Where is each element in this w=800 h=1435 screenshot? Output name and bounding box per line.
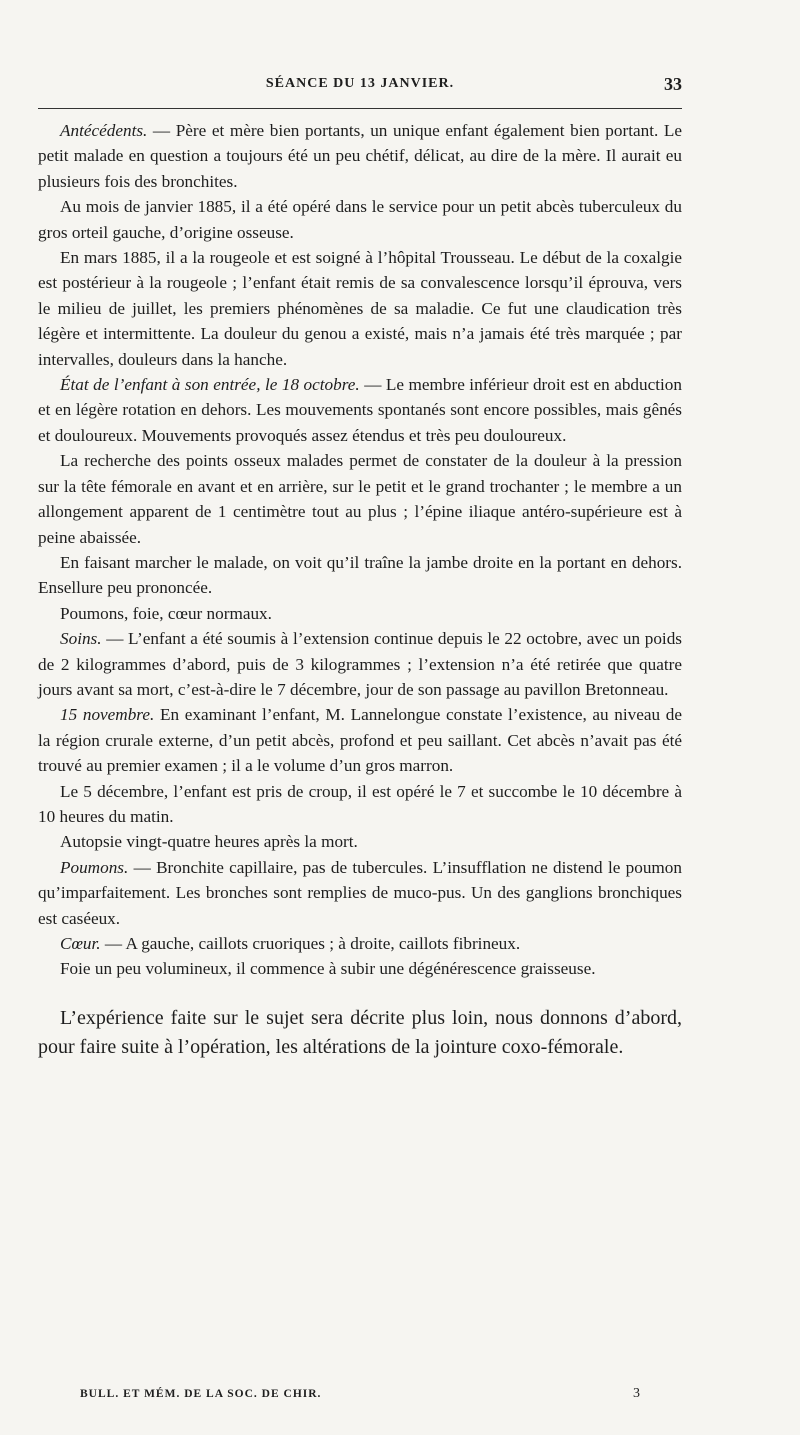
paragraph [38,956,682,981]
paragraph-antecedents [38,118,682,194]
signature-mark: 3 [633,1386,640,1401]
paragraph-text: Poumons, foie, cœur normaux. [60,603,272,623]
paragraph-text: Foie un peu volumineux, il commence à subir une dégénérescence graisseuse. [60,959,596,979]
paragraph-etat [38,372,682,448]
paragraph-text: — A gauche, caillots cruoriques ; à droite, caillots fibrineux. [100,934,521,953]
closing-paragraph: L’expérience faite sur le sujet sera décrite plus loin, nous donnons d’abord, pour faire suite à l’opération, les altérations de la jointure coxo-fémorale. [38,1006,682,1058]
page-footer [80,1388,640,1408]
journal-footer: BULL. ET MÉM. DE LA SOC. DE CHIR. [80,1388,322,1400]
paragraph-text: — L’enfant a été soumis à l’extension continue depuis le 22 octobre, avec un poids de 2 kilogrammes d’abord, puis de 3 kilogrammes ; l’extension n’a été retirée que quatre jours avant sa mort, c’est-à-dire le 7 décembre, jour de son passage au pavillon Bretonneau. [38,629,682,699]
paragraph-text: La recherche des points osseux malades permet de constater de la douleur à la pression sur la tête fémorale en avant et en arrière, sur le petit et le grand trochanter ; le membre a un allongement apparent de 1 centimètre tout au plus ; l’épine iliaque antéro-supérieure est à peine abaissée. [38,451,682,547]
paragraph [38,550,682,601]
header-rule [38,108,682,109]
paragraph-lead: 15 novembre. [60,705,155,725]
paragraph-lead: État de l’enfant à son entrée, le 18 octobre. [60,375,360,395]
body-text [38,118,682,1062]
paragraph [38,829,682,854]
paragraph-text: Autopsie vingt-quatre heures après la mort. [60,832,358,852]
paragraph-text: Au mois de janvier 1885, il a été opéré dans le service pour un petit abcès tuberculeux du gros orteil gauche, d’origine osseuse. [38,197,682,242]
paragraph-coeur [38,931,682,956]
paragraph-lead: Antécédents. [60,121,148,140]
paragraph [38,601,682,626]
paragraph [38,245,682,372]
paragraph-text: Le 5 décembre, l’enfant est pris de croup, il est opéré le 7 et succombe le 10 décembre à 10 heures du matin. [38,781,682,826]
paragraph-text: — Bronchite capillaire, pas de tubercules. L’insufflation ne distend le poumon qu’imparfaitement. Les bronches sont remplies de muco-pus. Un des ganglions bronchiques est caséeux. [38,857,682,928]
paragraph-text: En faisant marcher le malade, on voit qu’il traîne la jambe droite en la portant en dehors. Ensellure peu prononcée. [38,552,682,598]
paragraph-lead: Soins. [60,629,102,649]
page-number: 33 [664,74,682,94]
paragraph-soins [38,626,682,702]
paragraph-text: En examinant l’enfant, M. Lannelongue constate l’existence, au niveau de la région crurale externe, d’un petit abcès, profond et peu saillant. Cet abcès n’avait pas été trouvé au premier examen ; il a le volume d’un gros marron. [38,705,683,776]
paragraph-novembre [38,702,682,778]
paragraph-poumons [38,855,682,931]
page-header [38,76,682,102]
paragraph [38,194,682,245]
paragraph-lead: Poumons. [60,857,129,877]
paragraph-text: — Le membre inférieur droit est en abduction et en légère rotation en dehors. Les mouvements spontanés sont encore possibles, mais gênés et douloureux. Mouvements provoqués assez étendus et très peu douloureux. [38,375,682,445]
paragraph [38,448,682,550]
running-head: SÉANCE DU 13 JANVIER. [265,76,455,91]
paragraph-text: — Père et mère bien portants, un unique enfant également bien portant. Le petit malade en question a toujours été un peu chétif, délicat, au dire de la mère. Il aurait eu plusieurs fois des bronchites. [38,121,682,191]
paragraph [38,779,682,830]
paragraph-lead: Cœur. [60,934,101,953]
paragraph-text: En mars 1885, il a la rougeole et est soigné à l’hôpital Trousseau. Le début de la coxalgie est postérieur à la rougeole ; l’enfant était remis de sa convalescence lorsqu’il éprouva, vers le milieu de juillet, les premiers phénomènes de sa maladie. Ce fut une claudication très légère et intermittente. La douleur du genou a existé, mais n’a jamais été très marquée ; par intervalles, douleurs dans la hanche. [38,248,682,369]
